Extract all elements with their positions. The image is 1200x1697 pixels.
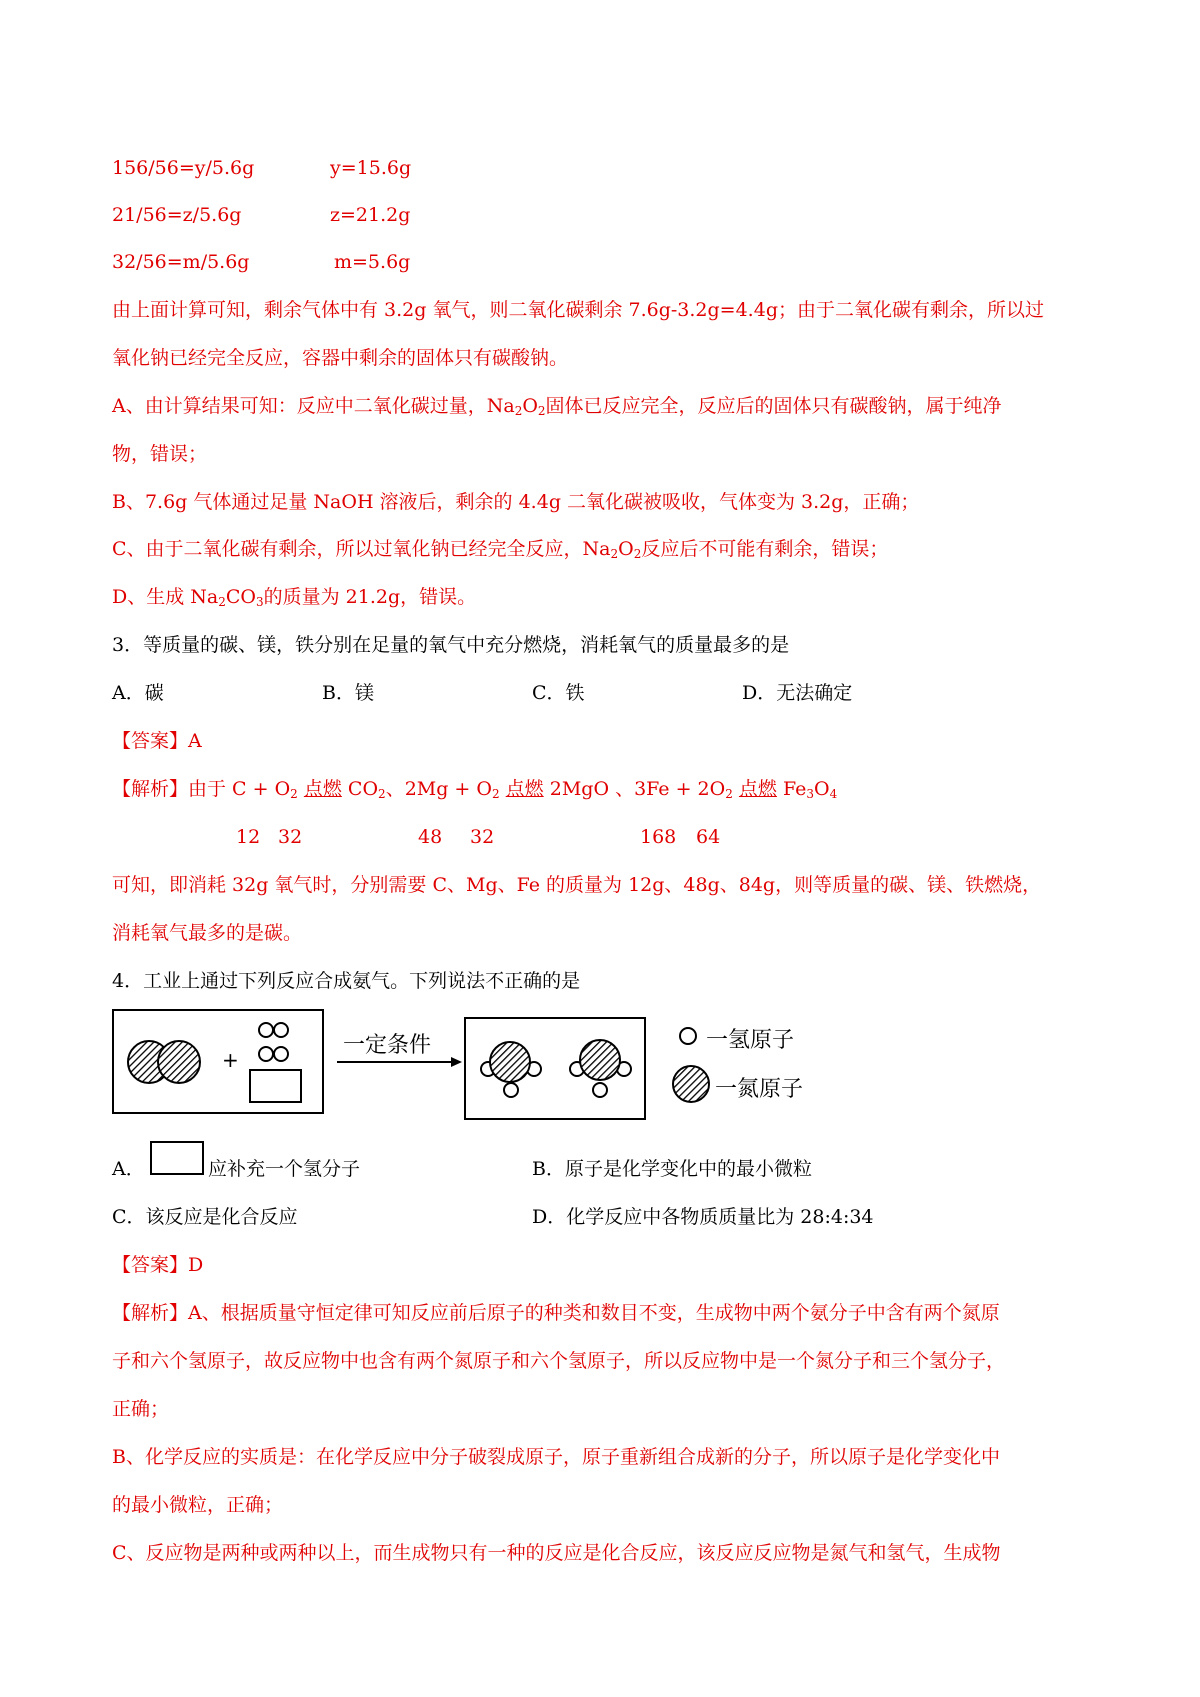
formula-part: CO [225, 586, 256, 608]
calc-right: y=15.6g [330, 157, 412, 179]
mass-value: 48 [418, 826, 443, 848]
legend-hydrogen-icon [680, 1028, 696, 1044]
equation-product: Fe [782, 778, 807, 800]
subscript: 2 [610, 547, 619, 561]
reaction-condition: 点燃 [738, 778, 777, 800]
arrow-head [451, 1057, 462, 1067]
q3-option-c: C．铁 [532, 682, 585, 704]
calc-left: 32/56=m/5.6g [112, 251, 250, 273]
equation-product: O [814, 778, 830, 800]
subscript: 3 [256, 595, 264, 609]
q3-option-b: B．镁 [322, 682, 374, 704]
hydrogen-atom [274, 1047, 288, 1061]
equation-product: 2MgO [549, 778, 610, 800]
legend-nitrogen-label: 一氮原子 [715, 1077, 804, 1102]
subscript: 2 [218, 595, 226, 609]
hydrogen-atom [274, 1023, 288, 1037]
mass-value: 64 [696, 826, 721, 848]
hydrogen-atom [481, 1062, 495, 1076]
option-d-text: 的质量为 21.2g，错误。 [263, 586, 477, 608]
option-a-line [112, 394, 1002, 418]
question-4-analysis: 子和六个氢原子，故反应物中也含有两个氮原子和六个氢原子，所以反应物中是一个氮分子和三个氢分子， [112, 1350, 1006, 1372]
calc-line-z [112, 203, 411, 227]
paragraph-line: 氧化钠已经完全反应，容器中剩余的固体只有碳酸钠。 [112, 347, 569, 369]
calc-right: z=21.2g [330, 204, 411, 226]
question-3-answer: 【答案】A [112, 730, 202, 752]
equation-product: CO [347, 778, 379, 800]
question-4-analysis: 正确； [112, 1398, 170, 1420]
subscript: 2 [378, 787, 386, 801]
calc-right: m=5.6g [334, 251, 411, 273]
plus-sign: + [222, 1048, 239, 1072]
reaction-condition: 点燃 [505, 778, 544, 800]
nitrogen-atom [158, 1041, 200, 1083]
subscript: 2 [290, 787, 298, 801]
subscript: 2 [725, 787, 733, 801]
missing-molecule-box [250, 1070, 301, 1102]
question-3-equation-line [112, 777, 837, 801]
paragraph-line: 由上面计算可知，剩余气体中有 3.2g 氧气，则二氧化碳剩余 7.6g-3.2g=4.4g；由于二氧化碳有剩余，所以过 [112, 299, 1044, 321]
hydrogen-atom [593, 1083, 607, 1097]
option-a-line-2: 物，错误； [112, 443, 208, 465]
calc-left: 21/56=z/5.6g [112, 204, 242, 226]
option-c-line [112, 537, 888, 561]
nitrogen-atom [580, 1040, 620, 1080]
arrow-label: 一定条件 [343, 1033, 432, 1058]
subscript: 3 [806, 787, 815, 801]
hydrogen-atom [617, 1062, 631, 1076]
mass-value: 32 [278, 826, 303, 848]
question-3-conclusion: 可知，即消耗 32g 氧气时，分别需要 C、Mg、Fe 的质量为 12g、48g、84g，则等质量的碳、镁、铁燃烧， [112, 874, 1042, 896]
hydrogen-atom [527, 1062, 541, 1076]
question-4-analysis: C、反应物是两种或两种以上，而生成物只有一种的反应是化合反应，该反应反应物是氮气和氢气，生成物 [112, 1542, 1001, 1564]
hydrogen-atom [259, 1023, 273, 1037]
legend-nitrogen-icon [673, 1066, 709, 1102]
reactant-box [113, 1010, 323, 1113]
nitrogen-atom [490, 1042, 530, 1082]
mass-value: 12 [236, 826, 261, 848]
question-4-stem: 4．工业上通过下列反应合成氨气。下列说法不正确的是 [112, 970, 581, 992]
subscript: 2 [633, 547, 642, 561]
q3-option-d: D．无法确定 [742, 682, 853, 704]
option-a-box-icon [151, 1142, 203, 1174]
calc-line-y [112, 156, 412, 180]
analysis-label: 【解析】 [112, 778, 189, 800]
question-4-analysis: B、化学反应的实质是：在化学反应中分子破裂成原子，原子重新组合成新的分子，所以原子是化学变化中 [112, 1446, 1000, 1468]
question-4-analysis: 【解析】A、根据质量守恒定律可知反应前后原子的种类和数目不变，生成物中两个氨分子中含有两个氮原 [112, 1302, 1000, 1324]
question-3-stem: 3．等质量的碳、镁，铁分别在足量的氧气中充分燃烧，消耗氧气的质量最多的是 [112, 634, 790, 656]
subscript: 4 [829, 787, 838, 801]
hydrogen-atom [259, 1047, 273, 1061]
calc-line-m [112, 250, 411, 274]
calc-left: 156/56=y/5.6g [112, 157, 255, 179]
option-c-text: C、由于二氧化碳有剩余，所以过氧化钠已经完全反应，Na [112, 538, 611, 560]
q4-option-d: D．化学反应中各物质质量比为 28:4:34 [532, 1206, 874, 1228]
q3-option-a: A．碳 [112, 682, 164, 704]
mass-value: 168 [640, 826, 677, 848]
q4-option-b: B．原子是化学变化中的最小微粒 [532, 1158, 812, 1180]
question-4-answer: 【答案】D [112, 1254, 204, 1276]
subscript: 2 [491, 787, 500, 801]
option-c-text: 反应后不可能有剩余，错误； [641, 538, 889, 560]
subscript: 2 [537, 404, 546, 418]
subscript: 2 [514, 404, 523, 418]
mass-value: 32 [470, 826, 495, 848]
q4-option-a-prefix: A． [112, 1158, 145, 1180]
equation-part: 由于 C + O [188, 778, 291, 800]
option-a-text: A、由计算结果可知：反应中二氧化碳过量，Na [112, 395, 515, 417]
q4-option-c: C．该反应是化合反应 [112, 1206, 298, 1228]
option-d-line [112, 585, 476, 609]
equation-part: 、2Mg + O [385, 778, 492, 800]
option-a-text: 固体已反应完全，反应后的固体只有碳酸钠，属于纯净 [545, 395, 1002, 417]
legend-hydrogen-label: 一氢原子 [706, 1028, 795, 1053]
hydrogen-atom [504, 1083, 518, 1097]
nitrogen-atom [128, 1041, 170, 1083]
formula-part: O [522, 395, 538, 417]
question-3-conclusion: 消耗氧气最多的是碳。 [112, 922, 303, 944]
question-4-analysis: 的最小微粒，正确； [112, 1494, 284, 1516]
option-d-text: D、生成 Na [112, 586, 219, 608]
product-box [465, 1018, 645, 1119]
reaction-condition: 点燃 [303, 778, 342, 800]
hydrogen-atom [570, 1062, 584, 1076]
q4-option-a-text: 应补充一个氢分子 [208, 1158, 361, 1180]
formula-part: O [618, 538, 634, 560]
option-b-line: B、7.6g 气体通过足量 NaOH 溶液后，剩余的 4.4g 二氧化碳被吸收，气体变为 3.2g，正确； [112, 491, 920, 513]
equation-part: 、3Fe + 2O [615, 778, 726, 800]
